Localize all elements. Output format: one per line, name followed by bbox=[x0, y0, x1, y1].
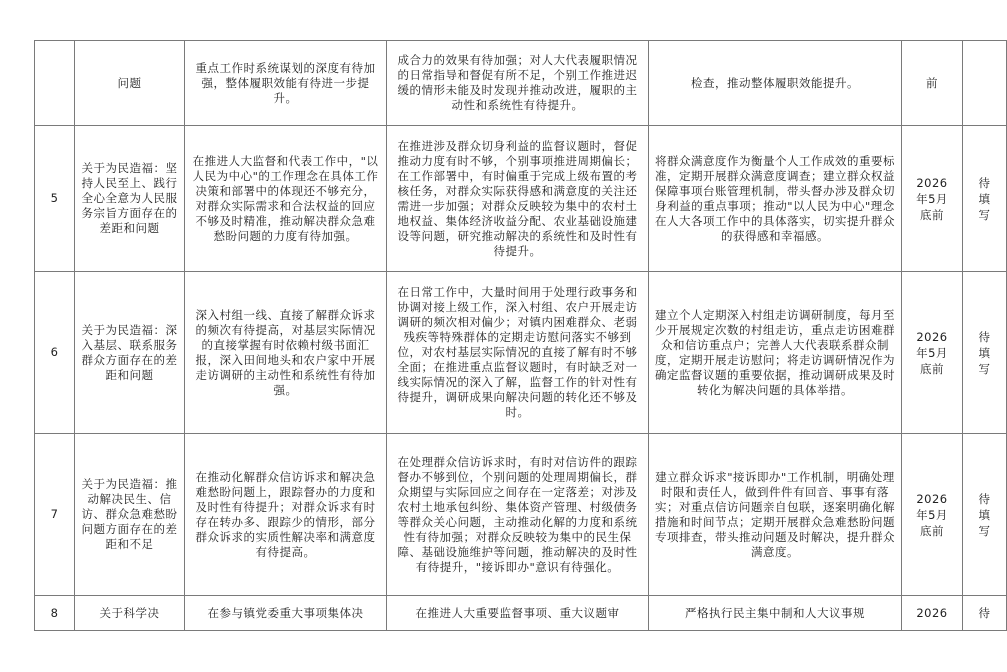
cause-cell: 在推进涉及群众切身利益的监督议题时，督促推动力度有时不够，个别事项推进周期偏长；在工作部署中，有时偏重于完成上级布置的考核任务，对群众实际获得感和满意度的关注还需进一步加强；对群众反映较为集中的农村土地权益、集体经济收益分配、农业基础设施建设等问题，研究推动解决的系统性和及时性有待提升。 bbox=[387, 126, 649, 272]
item-cell: 关于为民造福：推动解决民生、信访、群众急难愁盼问题方面存在的差距和不足 bbox=[75, 434, 185, 596]
table-row bbox=[35, 126, 1007, 272]
problem-cell: 在推进人大监督和代表工作中，"以人民为中心"的工作理念在具体工作决策和部署中的体现还不够充分，对群众实际需求和合法权益的回应不够及时精准，推动解决群众急难愁盼问题的力度有待加强。 bbox=[185, 126, 387, 272]
problem-cell: 深入村组一线、直接了解群众诉求的频次有待提高，对基层实际情况的直接掌握有时依赖村级书面汇报，深入田间地头和农户家中开展走访调研的主动性和系统性有待加强。 bbox=[185, 272, 387, 434]
row-number-cell bbox=[35, 41, 75, 126]
cause-cell: 在推进人大重要监督事项、重大议题审 bbox=[387, 596, 649, 631]
problem-cell: 在推动化解群众信访诉求和解决急难愁盼问题上，跟踪督办的力度和及时性有待提升；对群众诉求有时存在转办多、跟踪少的情形，部分群众诉求的实质性解决率和满意度有待提高。 bbox=[185, 434, 387, 596]
deadline-cell bbox=[902, 272, 963, 434]
deadline-text: 2026年5月底前 bbox=[916, 491, 948, 538]
measure-cell: 检查，推动整体履职效能提升。 bbox=[649, 41, 902, 126]
item-cell: 关于为民造福：坚持人民至上、践行全心全意为人民服务宗旨方面存在的差距和问题 bbox=[75, 126, 185, 272]
status-cell bbox=[963, 41, 1007, 126]
problem-cell: 重点工作时系统谋划的深度有待加强，整体履职效能有待进一步提升。 bbox=[185, 41, 387, 126]
status-text: 待填写 bbox=[978, 491, 991, 538]
row-number-cell: 6 bbox=[35, 272, 75, 434]
status-text: 待填写 bbox=[978, 175, 991, 222]
cause-cell: 在处理群众信访诉求时，有时对信访件的跟踪督办不够到位，个别问题的处理周期偏长，群众期望与实际回应之间存在一定落差；对涉及农村土地承包纠纷、集体资产管理、村级债务等群众关心问题，主动推动化解的力度和系统性有待加强；对群众反映较为集中的民生保障、基础设施维护等问题，推动解决的及时性有待提升，"接诉即办"意识有待强化。 bbox=[387, 434, 649, 596]
status-cell: 待 bbox=[963, 596, 1007, 631]
status-cell bbox=[963, 272, 1007, 434]
item-cell: 关于为民造福：深入基层、联系服务群众方面存在的差距和问题 bbox=[75, 272, 185, 434]
cause-cell: 在日常工作中，大量时间用于处理行政事务和协调对接上级工作，深入村组、农户开展走访调研的频次相对偏少；对镇内困难群众、老弱残疾等特殊群体的定期走访慰问落实不够到位，对农村基层实际情况的直接了解有时不够全面；在推进重点监督议题时，有时缺乏对一线实际情况的深入了解，监督工作的针对性有待提升，调研成果向解决问题的转化还不够及时。 bbox=[387, 272, 649, 434]
cause-cell: 成合力的效果有待加强；对人大代表履职情况的日常指导和督促有所不足，个别工作推进迟缓的情形未能及时发现并推动改进，履职的主动性和系统性有待提升。 bbox=[387, 41, 649, 126]
table-row bbox=[35, 41, 1007, 126]
deadline-cell: 2026 bbox=[902, 596, 963, 631]
item-cell: 问题 bbox=[75, 41, 185, 126]
row-number-cell: 5 bbox=[35, 126, 75, 272]
row-number-cell: 8 bbox=[35, 596, 75, 631]
item-cell: 关于科学决 bbox=[75, 596, 185, 631]
deadline-text: 2026年5月底前 bbox=[916, 175, 948, 222]
measure-cell: 将群众满意度作为衡量个人工作成效的重要标准，定期开展群众满意度调查；建立群众权益保障事项台账管理机制，带头督办涉及群众切身利益的重点事项；推动"以人民为中心"理念在人大各项工作中的具体落实，切实提升群众的获得感和幸福感。 bbox=[649, 126, 902, 272]
problem-cell: 在参与镇党委重大事项集体决 bbox=[185, 596, 387, 631]
measure-cell: 严格执行民主集中制和人大议事规 bbox=[649, 596, 902, 631]
status-cell bbox=[963, 126, 1007, 272]
row-number-cell: 7 bbox=[35, 434, 75, 596]
status-cell bbox=[963, 434, 1007, 596]
table-row bbox=[35, 434, 1007, 596]
table-row bbox=[35, 596, 1007, 631]
measure-cell: 建立群众诉求"接诉即办"工作机制，明确处理时限和责任人，做到件件有回音、事事有落实；对重点信访问题亲自包联，逐案明确化解措施和时间节点；定期开展群众急难愁盼问题专项排查，带头推动问题及时解决，提升群众满意度。 bbox=[649, 434, 902, 596]
deadline-cell bbox=[902, 434, 963, 596]
deadline-cell bbox=[902, 126, 963, 272]
measure-cell: 建立个人定期深入村组走访调研制度，每月至少开展规定次数的村组走访，重点走访困难群众和信访重点户；完善人大代表联系群众制度，定期开展走访慰问；将走访调研情况作为确定监督议题的重要依据，推动调研成果及时转化为解决问题的具体举措。 bbox=[649, 272, 902, 434]
deadline-text: 2026年5月底前 bbox=[916, 329, 948, 376]
rectification-table bbox=[34, 40, 1007, 631]
deadline-cell: 前 bbox=[902, 41, 963, 126]
status-text: 待填写 bbox=[978, 329, 991, 376]
table-row bbox=[35, 272, 1007, 434]
